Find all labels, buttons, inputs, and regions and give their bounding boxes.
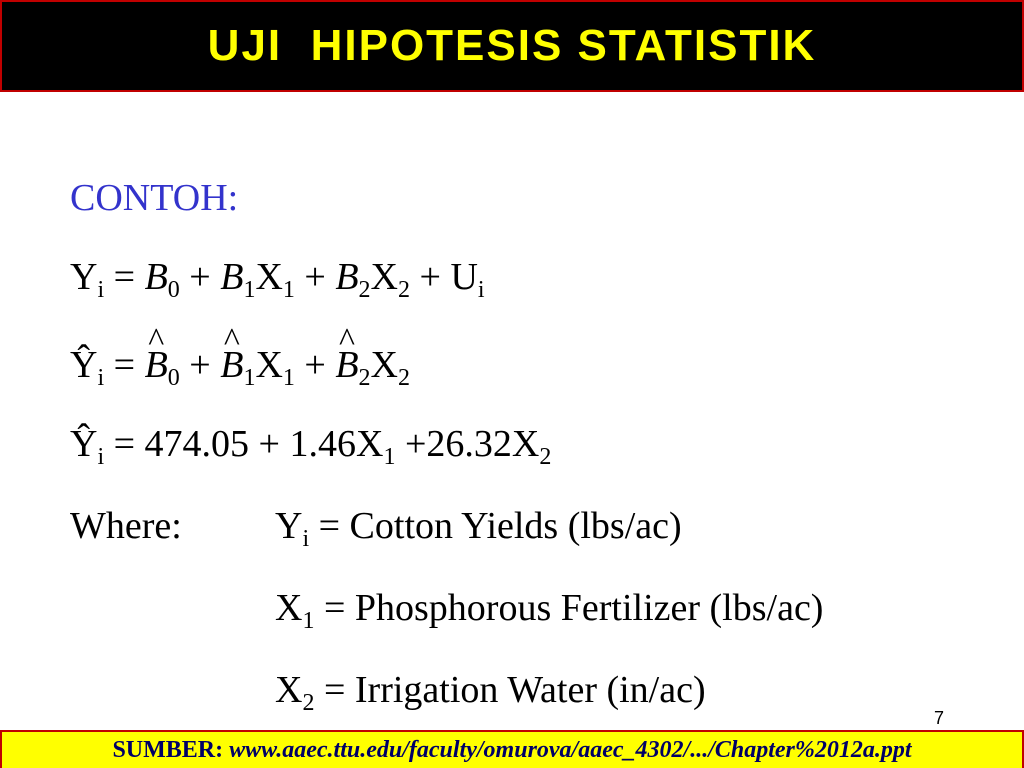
- contoh-label: CONTOH:: [70, 177, 239, 219]
- slide-title: UJI HIPOTESIS STATISTIK: [207, 21, 817, 70]
- regression-equation: $Y_i = B_0 + B_1X_1 + B_2X_2 + U_i$: [70, 256, 485, 303]
- source-footer: [0, 730, 1024, 768]
- where-label: Where:: [70, 505, 182, 547]
- title-bar: [0, 0, 1024, 92]
- estimated-equation: $Ŷ_i$ = ^ $B_0$ + ^ $B_1X_1$ + ^ $B_2X_2$: [70, 343, 410, 387]
- source-url[interactable]: www.aaec.ttu.edu/faculty/omurova/aaec_4302/.../Chapter%2012a.ppt: [229, 737, 912, 763]
- fitted-equation: $Ŷ_i = 474.05 + 1.46X_1 +26.32X_2$: [70, 423, 552, 470]
- page-number: 7: [933, 708, 944, 728]
- where-definition-3: $X_2$ = Irrigation Water (in/ac): [275, 669, 706, 716]
- where-definition-2: $X_1$ = Phosphorous Fertilizer (lbs/ac): [275, 587, 824, 634]
- where-definition-1: Where: $Y_i$ = Cotton Yields (lbs/ac): [70, 505, 682, 552]
- source-label: SUMBER:: [112, 737, 230, 763]
